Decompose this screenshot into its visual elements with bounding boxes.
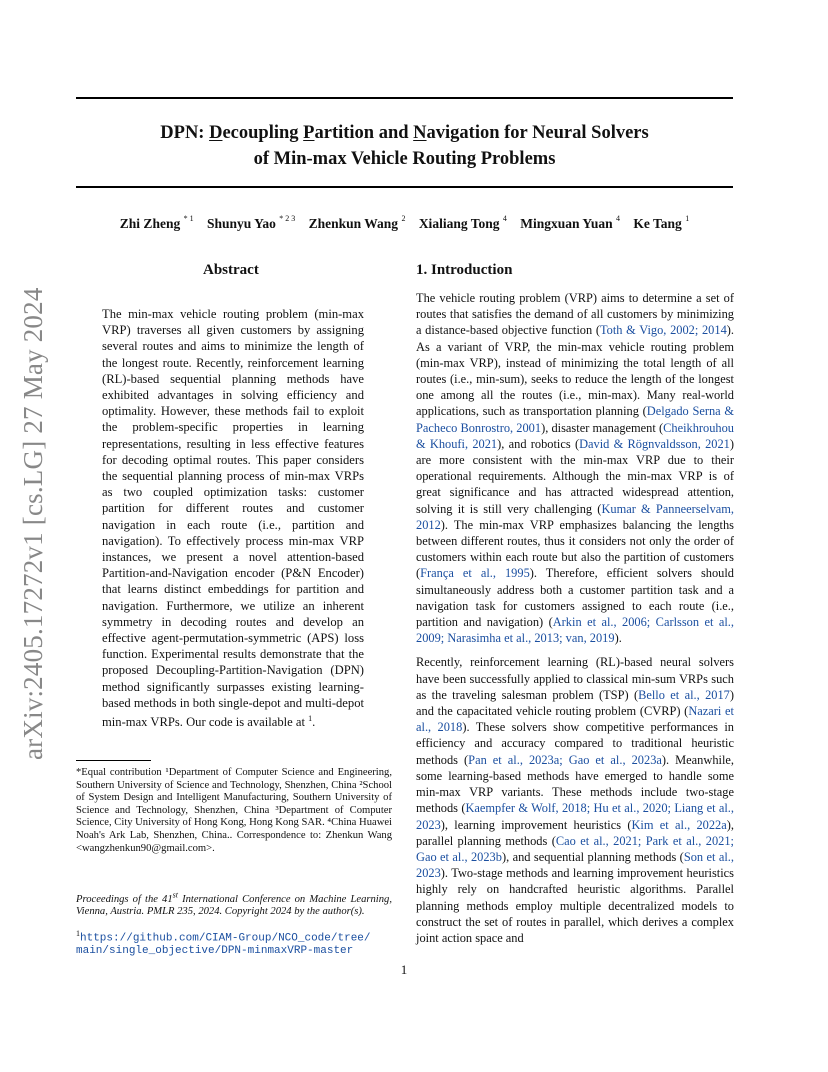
citation-link[interactable]: Kaempfer & Wolf, 2018; Hu et al., 2020; Liang et al., 2023 [416, 801, 734, 832]
code-url-footnote: $^1$https://github.com/CIAM-Group/NCO_code/tree/main/single_objective/DPN-minmaxVRP-master [76, 929, 371, 958]
body-text: ). Therefore, efficient solvers should simultaneously address both a customer partition task and a navigation task for customers assigned to each route (i.e., partition and navigation) ( [416, 566, 734, 630]
body-text: ). [614, 631, 622, 646]
introduction-body [416, 290, 734, 954]
code-url-link[interactable]: https://github.com/CIAM-Group/NCO_code/tree/main/single_objective/DPN-minmaxVRP-master [76, 932, 371, 958]
title-line-1: DPN: Decoupling Partition and Navigation for Neural Solvers [160, 123, 649, 143]
citation-link[interactable]: Arkin et al., 2006; Carlsson et al., 2009; Narasimha et al., 2013; van, 2019 [416, 615, 734, 646]
author: Zhenkun Wang $^2$ [308, 214, 406, 231]
title-line-2: of Min-max Vehicle Routing Problems [253, 149, 556, 169]
intro-paragraph-2 [416, 654, 734, 946]
abstract-heading: Abstract [203, 262, 259, 278]
citation-link[interactable]: Pan et al., 2023a; Gao et al., 2023a [468, 752, 662, 767]
citation-link[interactable]: Son et al., 2023 [416, 849, 734, 881]
body-text: ), disaster management ( [541, 420, 664, 435]
intro-paragraph-1 [416, 290, 734, 646]
abstract-body: The min-max vehicle routing problem (min-max VRP) traverses all given customers by assigning several routes and aims to minimize the length of the longest route. Recently, reinforcement learning (RL)-based sequential planning methods have exhibited advantages in solving efficiency and optimality. However, these methods fail to exploit the problem-specific properties in learning representations, resulting in less effective features for decoding optimal routes. This paper considers the sequential planning process of min-max VRPs as two coupled optimization tasks: customer partition for different routes and customer navigation in each route (i.e., partition and navigation). To effectively process min-max VRP instances, we present a novel attention-based Partition-and-Navigation encoder (P&N Encoder) that learns distinct embeddings for partition and navigation. Furthermore, we utilize an inherent symmetry in decoding routes and develop an effective agent-permutation-symmetric (APS) loss function. Experimental results demonstrate that the proposed Decoupling-Partition-Navigation (DPN) method significantly surpasses existing learning-based methods in both single-depot and multi-depot min-max VRPs. Our code is available at $^1$. [102, 307, 364, 730]
author: Zhi Zheng $^{* 1}$ [119, 214, 194, 231]
paper-title [76, 120, 733, 172]
body-text: ). As a variant of VRP, the min-max vehicle routing problem (min-max VRP), instead of minimizing the total length of all routes (i.e., min-sum), seeks to reduce the length of the longest one among all the routes (i.e., min-max). Many real-world applications, such as transportation planning ( [416, 323, 734, 419]
body-text: ). These solvers show competitive performances in efficiency and accuracy compared to traditional heuristic methods ( [416, 720, 734, 767]
citation-link[interactable]: Nazari et al., 2018 [416, 704, 734, 735]
body-text: ) and the capacitated vehicle routing problem (CVRP) ( [416, 687, 734, 719]
citation-link[interactable]: Bello et al., 2017 [638, 687, 730, 702]
title-top-rule [76, 97, 733, 99]
body-text: ), parallel planning methods ( [416, 817, 734, 848]
body-text: ). Two-stage methods and learning improvement heuristics highly rely on handcrafted heuristic algorithms. Parallel planning methods employ multiple decentralized models to construct the set of routes in parallel, which derives a complex joint action space and [416, 866, 734, 945]
author: Mingxuan Yuan $^4$ [520, 214, 621, 231]
author-list [76, 215, 733, 232]
citation-link[interactable]: Toth & Vigo, 2002; 2014 [599, 323, 727, 338]
citation-link[interactable]: Kumar & Panneerselvam, 2012 [416, 501, 735, 532]
affiliations-footnote: *Equal contribution ¹Department of Computer Science and Engineering, Southern University of Science and Technology, Shenzhen, China ²School of System Design and Intelligent Manufacturing, Southern University of Science and Technology, Shenzhen, China ³Department of Computer Science, City University of Hong Kong, Hong Kong SAR. ⁴China Huawei Noah's Ark Lab, Shenzhen, China.. Correspondence to: Zhenkun Wang <wangzhenkun90@gmail.com>. [76, 767, 392, 854]
author: Ke Tang $^1$ [633, 214, 690, 231]
footnote-rule [76, 760, 151, 761]
body-text: ), learning improvement heuristics ( [440, 817, 632, 832]
proceedings-note: Proceedings of the 41st International Conference on Machine Learning, Vienna, Austria. PMLR 235, 2024. Copyright 2024 by the author(s). [76, 890, 392, 918]
citation-link[interactable]: Delgado Serna & Pacheco Bonrostro, 2001 [416, 404, 734, 435]
citation-link[interactable]: David & Rögnvaldsson, 2021 [579, 436, 730, 451]
title-bottom-rule [76, 186, 733, 188]
body-text: ). Meanwhile, some learning-based methods have emerged to handle some min-max VRP variants. These methods include two-stage methods ( [416, 752, 734, 816]
citation-link[interactable]: França et al., 1995 [420, 566, 530, 581]
body-text: Recently, reinforcement learning (RL)-based neural solvers have been successfully applied to classical min-sum VRPs such as the traveling salesman problem (TSP) ( [416, 655, 734, 702]
citation-link[interactable]: Kim et al., 2022a [631, 817, 727, 832]
body-text: ) are more consistent with the min-max VRP due to their operational requirements. Although the min-max VRP is of great significance and has attracted widespread attention, solving it is still very challenging ( [416, 436, 735, 516]
author: Shunyu Yao $^{* 2 3}$ [206, 214, 296, 231]
citation-link[interactable]: Cheikhrouhou & Khoufi, 2021 [416, 420, 735, 451]
body-text: ). The min-max VRP emphasizes balancing the lengths between different routes, thus it considers not only the order of customers within each route but also the partition of customers ( [416, 517, 734, 581]
body-text: ), and sequential planning methods ( [501, 849, 684, 864]
author: Xialiang Tong $^4$ [418, 214, 507, 231]
arxiv-identifier: arXiv:2405.17272v1 [cs.LG] 27 May 2024 [18, 287, 48, 760]
body-text: The vehicle routing problem (VRP) aims to determine a set of routes that satisfies the demand of all customers by minimizing a distance-based objective function ( [416, 291, 734, 338]
citation-link[interactable]: Cao et al., 2021; Park et al., 2021; Gao et al., 2023b [416, 833, 734, 864]
introduction-heading: 1. Introduction [416, 262, 513, 278]
body-text: ), and robotics ( [497, 436, 580, 451]
page-number: 1 [400, 962, 408, 977]
